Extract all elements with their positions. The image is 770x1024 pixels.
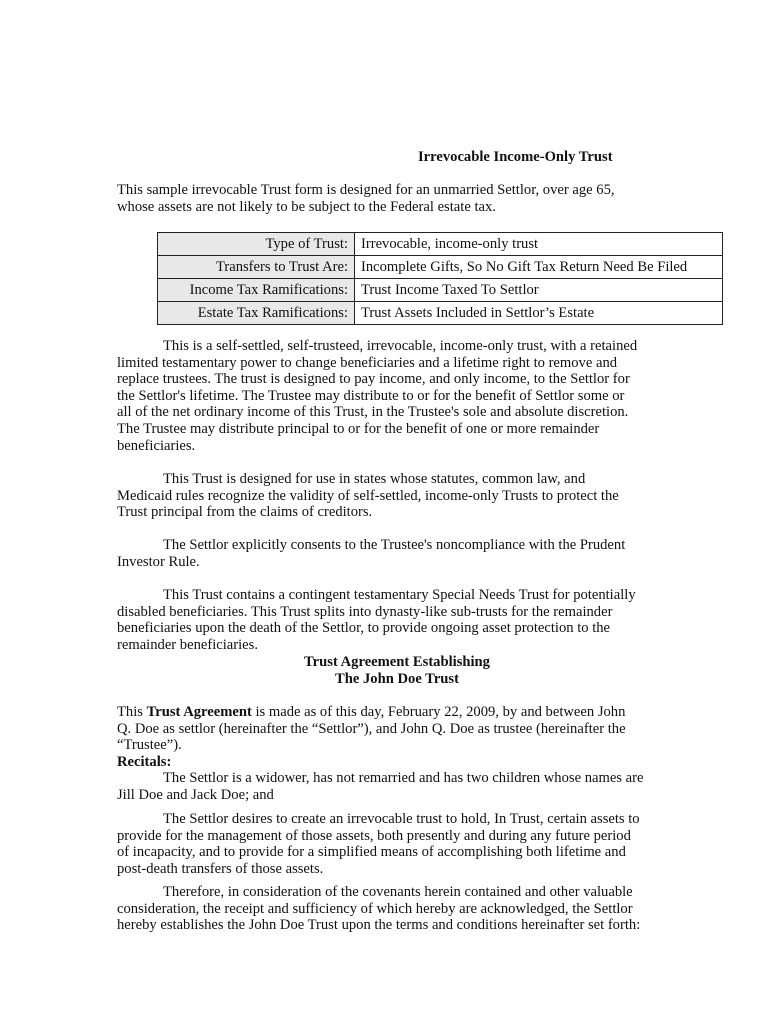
paragraph-overview [117,338,637,454]
bold-term: Trust Agreement [146,704,252,720]
text-line: hereby establishes the John Doe Trust upon the terms and conditions hereinafter set forth: [117,917,641,934]
text-line: all of the net ordinary income of this Trust, in the Trustee's sole and absolute discretion. [117,404,629,421]
row-value: Trust Assets Included in Settlor’s Estate [355,302,723,325]
paragraph-recital-establish [117,884,640,934]
paragraph-recital-purpose [117,811,640,877]
table-row [158,302,723,325]
text-line: whose assets are not likely to be subject to the Federal estate tax. [117,198,496,215]
text-line: Jill Doe and Jack Doe; and [117,786,274,803]
paragraph-agreement [117,704,643,804]
row-value: Irrevocable, income-only trust [355,233,723,256]
recitals-label: Recitals: [117,753,172,770]
section-heading [117,654,677,687]
heading-line: The John Doe Trust [335,670,459,687]
text-line: provide for the management of those assets, both presently and during any future period [117,827,631,844]
text-line: disabled beneficiaries. This Trust splits into dynasty-like sub-trusts for the remainder [117,603,613,620]
table-row [158,256,723,279]
table-row [158,233,723,256]
table-row [158,279,723,302]
row-label: Estate Tax Ramifications: [158,302,355,325]
row-label: Type of Trust: [158,233,355,256]
paragraph-states [117,471,619,521]
text-line: This is a self-settled, self-trusteed, irrevocable, income-only trust, with a retained [163,338,638,354]
text-line: Trust principal from the claims of creditors. [117,504,373,521]
text-line: beneficiaries upon the death of the Settlor, to provide ongoing asset protection to the [117,620,611,637]
text-span: is made as of this day, February 22, 2009, by and between John [251,704,626,720]
text-line: Therefore, in consideration of the covenants herein contained and other valuable [163,884,633,900]
paragraph-consent [117,537,625,570]
text-line: the Settlor's lifetime. The Trustee may distribute to or for the benefit of Settlor some or [117,387,625,404]
row-value: Trust Income Taxed To Settlor [355,279,723,302]
summary-table [157,232,723,325]
text-line: replace trustees. The trust is designed to pay income, and only income, to the Settlor for [117,371,630,388]
heading-line: Trust Agreement Establishing [304,654,490,670]
paragraph-special-needs [117,587,636,653]
text-line: post-death transfers of those assets. [117,860,324,877]
text-line: This Trust contains a contingent testamentary Special Needs Trust for potentially [163,587,636,603]
text-line: “Trustee”). [117,737,182,754]
text-line: This Trust is designed for use in states whose statutes, common law, and [163,471,586,487]
text-line: remainder beneficiaries. [117,636,258,653]
text-line: beneficiaries. [117,437,196,454]
text-line: The Settlor desires to create an irrevocable trust to hold, In Trust, certain assets to [163,811,640,827]
text-line: limited testamentary power to change beneficiaries and a lifetime right to remove and [117,354,618,371]
text-line: Investor Rule. [117,553,200,570]
row-value: Incomplete Gifts, So No Gift Tax Return Need Be Filed [355,256,723,279]
intro-paragraph [117,182,615,215]
text-line: The Settlor is a widower, has not remarried and has two children whose names are [163,770,644,787]
document-title: Irrevocable Income-Only Trust [418,149,613,165]
text-line: This sample irrevocable Trust form is designed for an unmarried Settlor, over age 65, [117,182,615,198]
row-label: Transfers to Trust Are: [158,256,355,279]
text-line [117,704,643,721]
text-line: The Trustee may distribute principal to or for the benefit of one or more remainder [117,420,600,437]
row-label: Income Tax Ramifications: [158,279,355,302]
text-line: Q. Doe as settlor (hereinafter the “Settlor”), and John Q. Doe as trustee (hereinafter the [117,720,626,737]
text-line: of incapacity, and to provide for a simplified means of accomplishing both lifetime and [117,844,626,861]
text-line: consideration, the receipt and sufficiency of which hereby are acknowledged, the Settlor [117,900,633,917]
text-span: This [117,704,147,720]
text-line: Medicaid rules recognize the validity of self-settled, income-only Trusts to protect the [117,487,619,504]
text-line: The Settlor explicitly consents to the Trustee's noncompliance with the Prudent [163,537,626,553]
